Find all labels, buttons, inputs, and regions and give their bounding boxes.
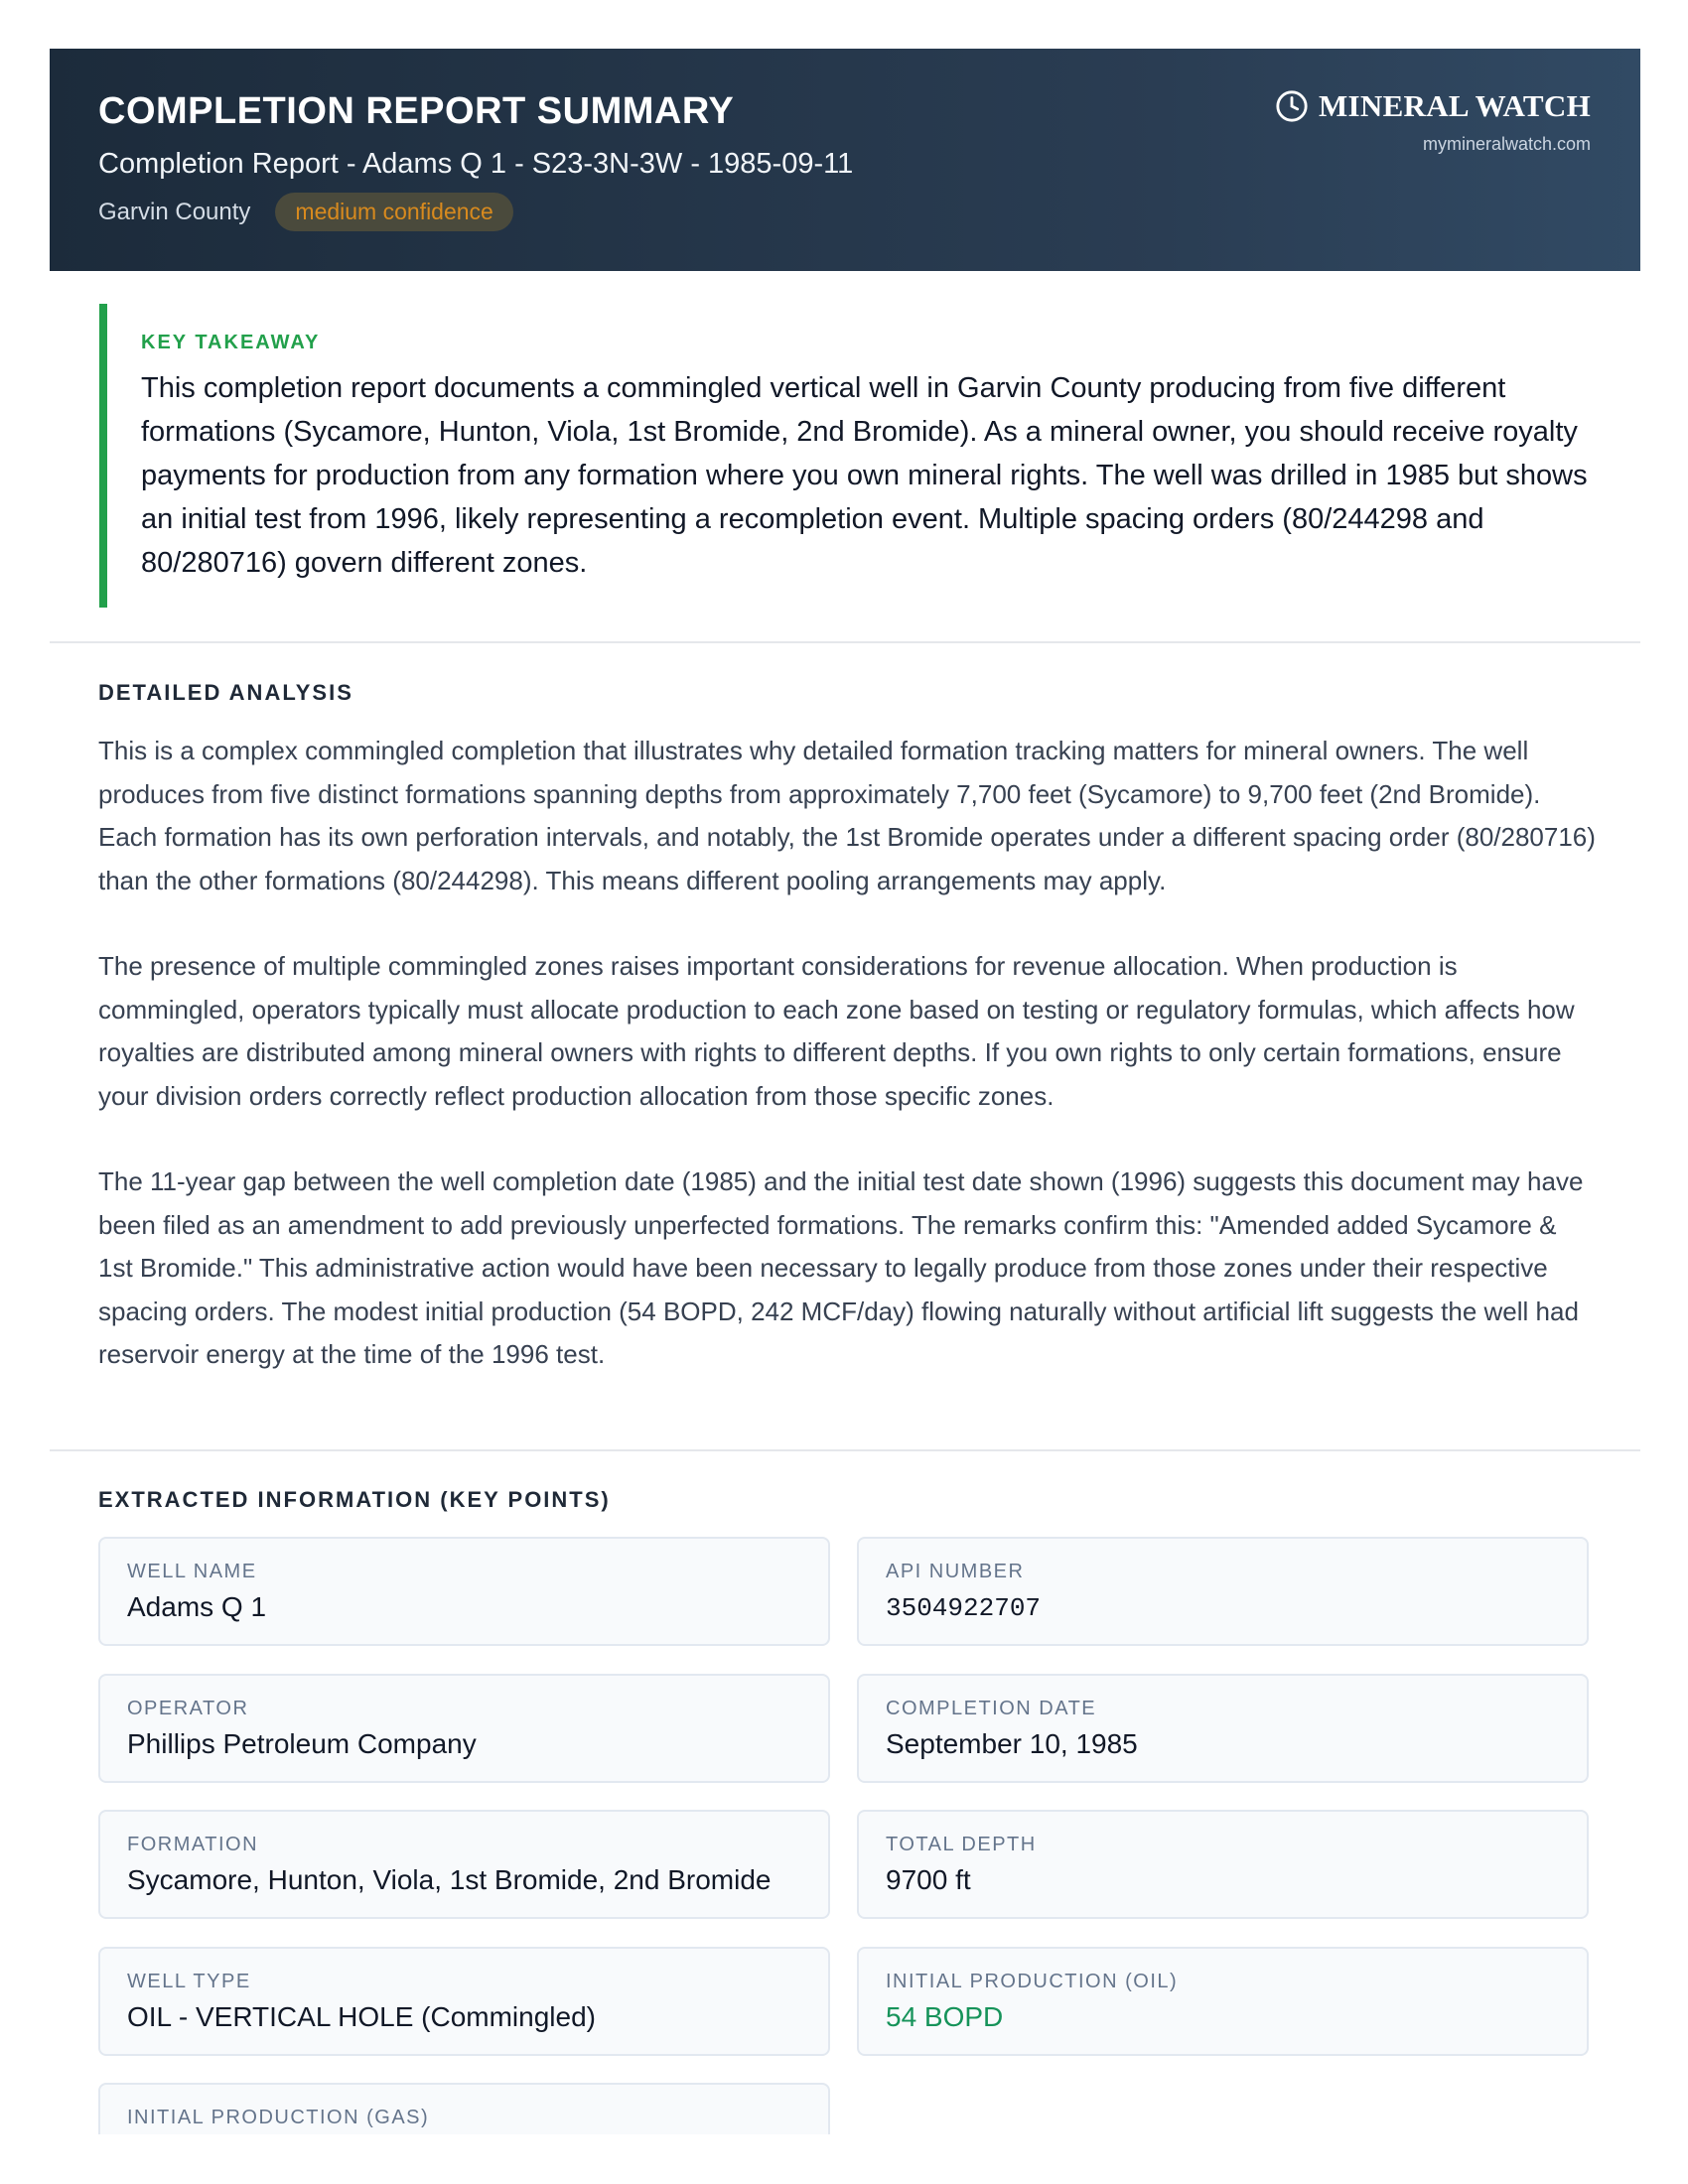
card-label: WELL NAME: [127, 1561, 257, 1582]
takeaway-label: KEY TAKEAWAY: [141, 332, 321, 353]
card-label: INITIAL PRODUCTION (OIL): [886, 1971, 1179, 1992]
analysis-heading: DETAILED ANALYSIS: [98, 680, 353, 705]
analysis-paragraph: The presence of multiple commingled zones raises important considerations for revenue allocation. When production is commingled, operators typically must allocate production to each zone based on testing or regulatory formulas, which affects how royalties are distributed among mineral owners with rights to different depths. If you own rights to only certain formations, ensure your division orders correctly reflect production allocation from those specific zones.: [98, 951, 1575, 1111]
info-card-formation: [98, 1810, 830, 1919]
info-card-initial-oil: [857, 1947, 1589, 2056]
brand-logo: [1275, 88, 1591, 124]
report-title: COMPLETION REPORT SUMMARY: [98, 90, 735, 132]
card-label: FORMATION: [127, 1834, 259, 1855]
card-value: Sycamore, Hunton, Viola, 1st Bromide, 2nd Bromide: [127, 1864, 772, 1895]
county-label: Garvin County: [98, 198, 251, 225]
analysis-body: [98, 730, 1598, 1420]
analysis-paragraph: The 11-year gap between the well completion date (1985) and the initial test date shown (1996) suggests this document may have been filed as an amendment to add previously unperfected formations. The remarks confirm this: "Amended added Sycamore & 1st Bromide." This administrative action would have been necessary to legally produce from those zones under their respective spacing orders. The modest initial production (54 BOPD, 242 MCF/day) flowing naturally without artificial lift suggests the well had reservoir energy at the time of the 1996 test.: [98, 1166, 1584, 1369]
card-value: Adams Q 1: [127, 1591, 267, 1622]
info-card-operator: [98, 1674, 830, 1783]
key-takeaway: [99, 304, 1589, 608]
report-header: [50, 49, 1640, 271]
card-value: OIL - VERTICAL HOLE (Commingled): [127, 2001, 596, 2032]
info-card-completion-date: [857, 1674, 1589, 1783]
clock-icon: [1275, 89, 1309, 123]
brand-name: MINERAL WATCH: [1318, 88, 1591, 123]
card-label: OPERATOR: [127, 1698, 249, 1719]
card-label: API NUMBER: [886, 1561, 1025, 1582]
card-label: COMPLETION DATE: [886, 1698, 1097, 1719]
confidence-badge: medium confidence: [275, 193, 512, 231]
info-card-well-name: [98, 1537, 830, 1646]
brand-url: mymineralwatch.com: [1422, 134, 1591, 154]
card-value: Phillips Petroleum Company: [127, 1728, 477, 1759]
extracted-heading: EXTRACTED INFORMATION (KEY POINTS): [98, 1487, 611, 1512]
section-divider: [50, 1449, 1640, 1451]
card-label: TOTAL DEPTH: [886, 1834, 1037, 1855]
card-value: 3504922707: [886, 1593, 1042, 1623]
report-subtitle: Completion Report - Adams Q 1 - S23-3N-3W - 1985-09-11: [98, 148, 854, 180]
info-card-api-number: [857, 1537, 1589, 1646]
card-value: 54 BOPD: [886, 2001, 1004, 2032]
card-value: September 10, 1985: [886, 1728, 1138, 1759]
page-bottom-clip: [0, 2134, 1688, 2184]
card-label: WELL TYPE: [127, 1971, 251, 1992]
card-label: INITIAL PRODUCTION (GAS): [127, 2107, 430, 2128]
info-card-total-depth: [857, 1810, 1589, 1919]
header-meta: [98, 193, 513, 231]
analysis-paragraph: This is a complex commingled completion that illustrates why detailed formation tracking matters for mineral owners. The well produces from five distinct formations spanning depths from approximately 7,700 feet (Sycamore) to 9,700 feet (2nd Bromide). Each formation has its own perforation intervals, and notably, the 1st Bromide operates under a different spacing order (80/280716) than the other formations (80/244298). This means different pooling arrangements may apply.: [98, 736, 1596, 895]
card-value: 9700 ft: [886, 1864, 971, 1895]
info-card-well-type: [98, 1947, 830, 2056]
takeaway-text: This completion report documents a commingled vertical well in Garvin County producing from five different formations (Sycamore, Hunton, Viola, 1st Bromide, 2nd Bromide). As a mineral owner, you should receive royalty payments for production from any formation where you own mineral rights. The well was drilled in 1985 but shows an initial test from 1996, likely representing a recompletion event. Multiple spacing orders (80/244298 and 80/280716) govern different zones.: [141, 372, 1588, 579]
section-divider: [50, 641, 1640, 643]
